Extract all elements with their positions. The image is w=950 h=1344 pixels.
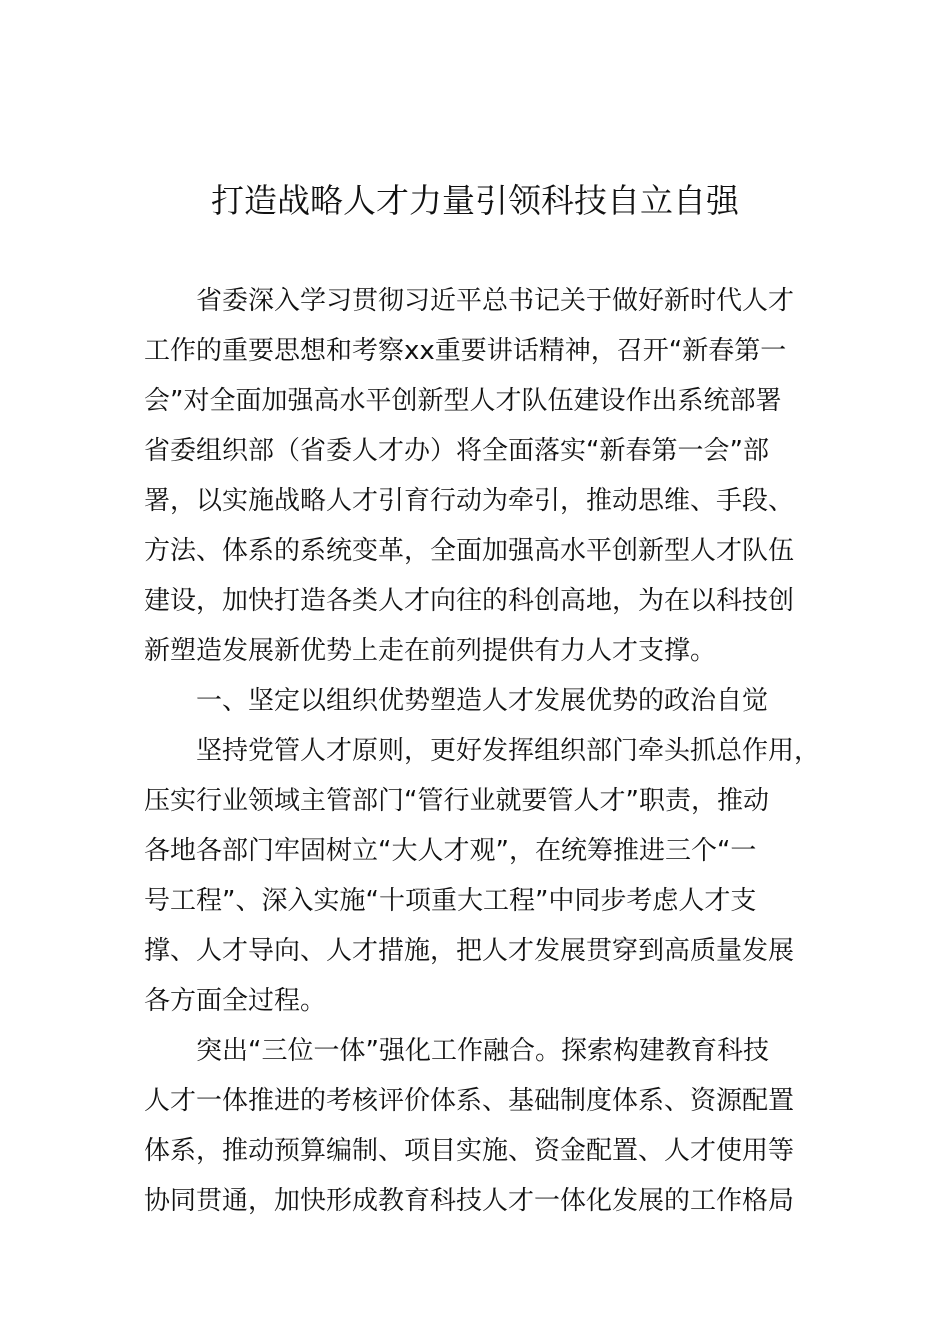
text-line: 署，以实施战略人才引育行动为牵引，推动思维、手段、 <box>144 486 795 516</box>
text-line: 坚持党管人才原则，更好发挥组织部门牵头抓总作用， <box>196 736 821 766</box>
text-line: 各方面全过程。 <box>144 986 327 1016</box>
text-line: 人才一体推进的考核评价体系、基础制度体系、资源配置 <box>144 1086 795 1116</box>
text-line: 突出“三位一体”强化工作融合。探索构建教育科技 <box>196 1036 769 1066</box>
section-heading-text: 一、坚定以组织优势塑造人才发展优势的政治自觉 <box>196 686 769 716</box>
text-line: 体系，推动预算编制、项目实施、资金配置、人才使用等 <box>144 1136 795 1166</box>
text-line: 压实行业领域主管部门“管行业就要管人才”职责，推动 <box>144 786 769 816</box>
paragraph-integration <box>144 1026 814 1226</box>
text-line: 方法、体系的系统变革，全面加强高水平创新型人才队伍 <box>144 536 795 566</box>
document-title: 打造战略人才力量引领科技自立自强 <box>211 181 739 220</box>
text-line: 会”对全面加强高水平创新型人才队伍建设作出系统部署 <box>144 386 782 416</box>
text-line: 号工程”、深入实施“十项重大工程”中同步考虑人才支 <box>144 886 757 916</box>
section-heading <box>144 676 814 726</box>
text-line: 各地各部门牢固树立“大人才观”，在统筹推进三个“一 <box>144 836 757 866</box>
text-line: 省委组织部（省委人才办）将全面落实“新春第一会”部 <box>144 436 769 466</box>
text-line: 省委深入学习贯彻习近平总书记关于做好新时代人才 <box>196 286 795 316</box>
text-line: 协同贯通，加快形成教育科技人才一体化发展的工作格局 <box>144 1186 795 1216</box>
text-line: 新塑造发展新优势上走在前列提供有力人才支撑。 <box>144 636 717 666</box>
text-line: 撑、人才导向、人才措施，把人才发展贯穿到高质量发展 <box>144 936 795 966</box>
paragraph-intro <box>144 276 814 676</box>
paragraph-party-leadership <box>144 726 821 1026</box>
text-line: 建设，加快打造各类人才向往的科创高地，为在以科技创 <box>144 586 795 616</box>
document-body <box>144 276 821 1226</box>
text-line: 工作的重要思想和考察xx重要讲话精神，召开“新春第一 <box>144 336 787 366</box>
